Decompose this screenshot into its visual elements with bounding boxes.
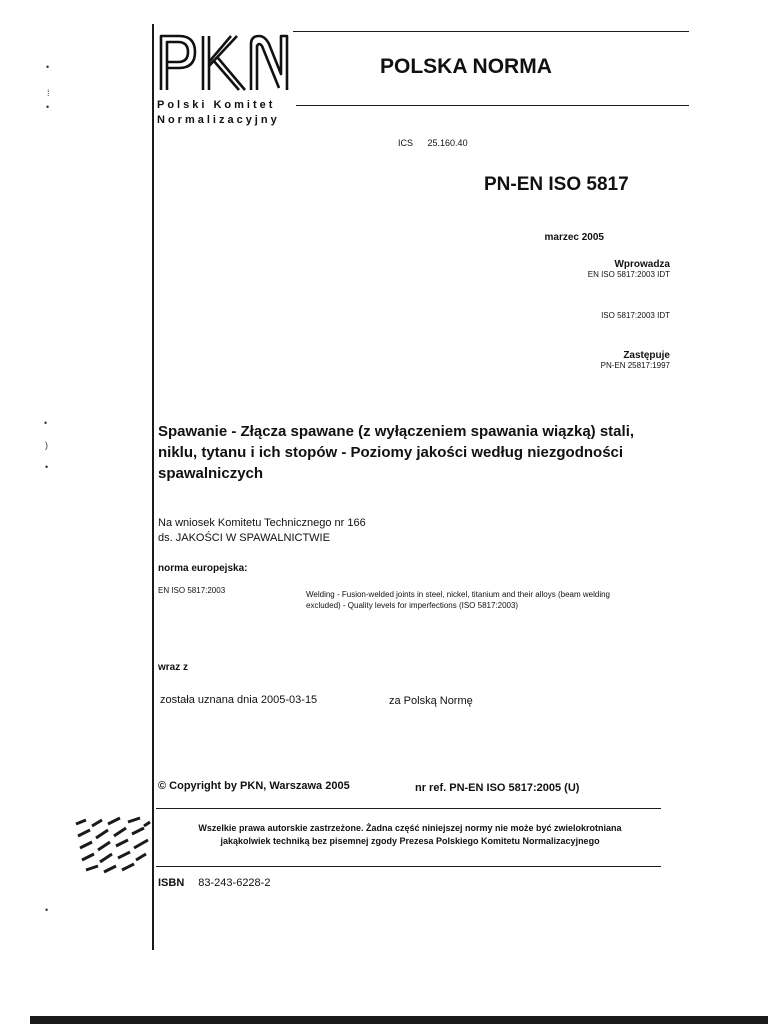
scan-speck: • xyxy=(45,462,49,472)
committee-line-2: ds. JAKOŚCI W SPAWALNICTWIE xyxy=(158,532,330,544)
introduces-label: Wprowadza xyxy=(614,259,670,270)
copyright-notice: © Copyright by PKN, Warszawa 2005 xyxy=(158,780,350,792)
standard-number: PN-EN ISO 5817 xyxy=(484,174,629,195)
rights-line-1: Wszelkie prawa autorskie zastrzeżone. Żadna część niniejszej normy nie może być zwielokrotniana xyxy=(198,823,622,833)
org-line-1: Polski Komitet xyxy=(157,99,276,111)
committee-request xyxy=(158,516,366,546)
isbn xyxy=(158,877,270,889)
scan-speck: • xyxy=(46,62,50,72)
organization-name xyxy=(157,98,280,128)
document-type-title: POLSKA NORMA xyxy=(380,55,552,78)
isbn-label: ISBN xyxy=(158,877,185,889)
scan-stamp-mark xyxy=(72,816,152,874)
scan-speck: • xyxy=(46,102,50,112)
with-label: wraz z xyxy=(158,662,189,673)
introduces-value: EN ISO 5817:2003 IDT xyxy=(587,270,670,279)
top-rule xyxy=(293,31,689,32)
rights-reserved-notice xyxy=(160,822,660,848)
left-margin-rule xyxy=(152,24,154,950)
european-standard-label: norma europejska: xyxy=(158,563,248,574)
european-title-line-2: excluded) - Quality levels for imperfections (ISO 5817:2003) xyxy=(306,601,519,610)
title-line-3: spawalniczych xyxy=(158,465,264,482)
european-title-line-1: Welding - Fusion-welded joints in steel, nickel, titanium and their alloys (beam welding xyxy=(306,590,610,599)
pkn-logo xyxy=(157,30,293,92)
publication-date: marzec 2005 xyxy=(544,232,604,243)
scan-speck: • xyxy=(45,905,49,915)
european-standard-code: EN ISO 5817:2003 xyxy=(158,586,226,595)
replaces-block xyxy=(601,350,670,370)
title-line-1: Spawanie - Złącza spawane (z wyłączeniem spawania wiązką) stali, xyxy=(158,423,635,440)
rights-bottom-rule xyxy=(156,866,661,867)
scan-speck: ⁞ xyxy=(47,88,50,98)
ics-label: ICS xyxy=(398,138,414,148)
title-line-2: niklu, tytanu i ich stopów - Poziomy jakości według niezgodności xyxy=(158,444,624,461)
acceptance-date-text: została uznana dnia 2005-03-15 xyxy=(160,694,318,706)
committee-line-1: Na wniosek Komitetu Technicznego nr 166 xyxy=(158,517,366,529)
org-rule xyxy=(296,105,689,106)
iso-reference: ISO 5817:2003 IDT xyxy=(601,311,670,320)
rights-top-rule xyxy=(156,808,661,809)
scan-speck: • xyxy=(44,418,48,428)
ics-value: 25.160.40 xyxy=(427,138,468,148)
replaces-value: PN-EN 25817:1997 xyxy=(600,361,670,370)
scan-speck: ) xyxy=(45,440,48,450)
introduces-block xyxy=(588,259,670,279)
reference-number: nr ref. PN-EN ISO 5817:2005 (U) xyxy=(415,782,580,794)
acceptance-as-text: za Polską Normę xyxy=(389,695,473,707)
ics-code xyxy=(398,138,480,148)
standard-title xyxy=(158,421,678,484)
scan-edge-bar xyxy=(30,1016,768,1024)
replaces-label: Zastępuje xyxy=(623,350,670,361)
rights-line-2: jakąkolwiek techniką bez pisemnej zgody Prezesa Polskiego Komitetu Normalizacyjnego xyxy=(220,836,600,846)
org-line-2: Normalizacyjny xyxy=(157,114,280,126)
isbn-value: 83-243-6228-2 xyxy=(198,877,271,889)
european-standard-title xyxy=(306,589,666,611)
